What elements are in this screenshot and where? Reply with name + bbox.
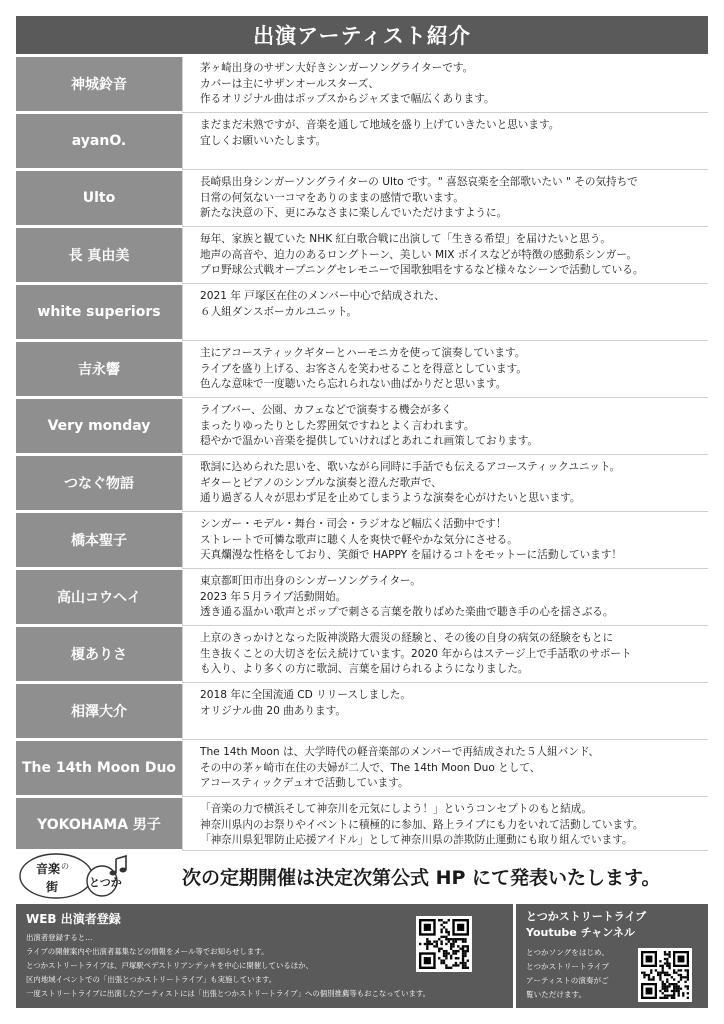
artist-name: つなぐ物語	[16, 456, 182, 512]
announcement-text: 次の定期開催は決定次第公式 HP にて発表いたします。	[182, 866, 661, 889]
artist-description	[182, 57, 708, 113]
artist-name: 橋本聖子	[16, 513, 182, 569]
artist-description-line: アコースティックデュオで活動しています。	[200, 777, 409, 790]
youtube-line: とつかストリートライブ	[526, 962, 609, 971]
artist-description-line: 日常の何気ない一コマをありのままの感情で歌います。	[200, 191, 464, 204]
web-line: とつかストリートライブは、戸塚駅ペデストリアンデッキを中心に開催しているほか、	[26, 961, 313, 970]
artist-description-line: プロ野球公式戦オープニングセレモニーで国歌独唱をするなど様々なシーンで活動している。	[200, 264, 644, 277]
youtube-channel-panel	[516, 904, 708, 1008]
svg-text:街: 街	[46, 880, 59, 894]
artist-description-line: ライブバー、公園、カフェなどで演奏する機会が多く	[200, 404, 452, 416]
artist-description-line: 天真爛漫な性格をしており、笑顔で HAPPY を届けるコトをモットーに活動しています！	[200, 549, 623, 562]
artist-row	[16, 57, 708, 114]
artist-description-line: 上京のきっかけとなった阪神淡路大震災の経験と、その後の自身の病気の経験をもとに	[200, 632, 614, 644]
artist-row	[16, 570, 708, 627]
artist-description-line: 神奈川県内のお祭りやイベントに積極的に参加、路上ライブにも力をいれて活動しています。	[200, 818, 644, 831]
artist-description-line: 生き抜くことの大切さを伝え続けています。2020 年からはステージ上で手話歌のサポート	[200, 647, 632, 660]
artist-row	[16, 171, 708, 228]
artist-row	[16, 627, 708, 684]
artist-row	[16, 456, 708, 513]
artist-description-line: シンガー・モデル・舞台・司会・ラジオなど幅広く活動中です！	[200, 518, 507, 530]
artist-description-line: 穏やかで温かい音楽を提供していければとあれこれ画策しております。	[200, 435, 539, 448]
announcement-bar	[16, 850, 708, 902]
totsuka-music-town-logo	[16, 851, 134, 901]
artist-row	[16, 741, 708, 798]
artist-description	[182, 171, 708, 227]
artist-description	[182, 513, 708, 569]
artist-description-line: 作るオリジナル曲はポップスからジャズまで幅広くあります。	[200, 93, 495, 106]
artist-description-line: ストレートで可憐な歌声に聴く人を爽快で軽やかな気分にさせる。	[200, 533, 518, 546]
artist-description-line: 毎年、家族と観ていた NHK 紅白歌合戦に出演して「生きる希望」を届けたいと思う。	[200, 233, 611, 245]
artist-name: 相澤大介	[16, 684, 182, 740]
web-line: ライブの開催案内や出演者募集などの情報をメール等でお知らせします。	[26, 947, 269, 956]
footer	[16, 904, 708, 1008]
artist-description-line: 2021 年 戸塚区在住のメンバー中心で結成された、	[200, 290, 445, 302]
artist-description-line: 地声の高音や、迫力のあるロングトーン、美しい MIX ボイスなどが特徴の感動系シンガー。	[200, 248, 638, 261]
artist-description-line: 茅ヶ崎出身のサザン大好きシンガーソングライターです。	[200, 62, 474, 74]
artist-table	[16, 57, 708, 852]
youtube-line: 覧いただけます。	[526, 990, 587, 999]
artist-description	[182, 570, 708, 626]
artist-description-line: も入り、より多くの方に歌詞、言葉を届けられるようになりました。	[200, 663, 529, 676]
artist-description-line: まだまだ未熟ですが、音楽を通して地域を盛り上げていきたいと思います。	[200, 119, 560, 131]
artist-description-line: ６人組ダンスボーカルユニット。	[200, 305, 358, 318]
artist-description	[182, 627, 708, 683]
artist-description-line: 宜しくお願いいたします。	[200, 134, 327, 147]
artist-name: ayanO.	[16, 114, 182, 170]
web-line: 出演者登録すると…	[26, 933, 93, 942]
artist-row	[16, 513, 708, 570]
artist-description	[182, 228, 708, 284]
youtube-title	[526, 909, 708, 941]
artist-description	[182, 114, 708, 170]
artist-description-line: 主にアコースティックギターとハーモニカを使って演奏しています。	[200, 347, 526, 359]
artist-description-line: 東京都町田市出身のシンガーソングライター。	[200, 575, 421, 587]
artist-description-line: ギターとピアノのシンプルな演奏と澄んだ歌声で、	[200, 476, 442, 489]
svg-text:音楽: 音楽	[36, 862, 61, 876]
artist-name: YOKOHAMA 男子	[16, 798, 182, 851]
artist-description-line: 歌詞に込められた思いを、歌いながら同時に手話でも伝えるアコースティックユニット。	[200, 461, 621, 473]
artist-name: Ulto	[16, 171, 182, 227]
svg-text:とつか: とつか	[89, 876, 122, 889]
artist-row	[16, 114, 708, 171]
svg-text:の: の	[61, 862, 69, 871]
artist-description-line: 長崎県出身シンガーソングライターの Ulto です。" 喜怒哀楽を全部歌いたい " その気持ちで	[200, 176, 638, 188]
artist-description-line: 2023 年５月ライブ活動開始。	[200, 590, 347, 603]
artist-description	[182, 399, 708, 455]
artist-row	[16, 228, 708, 285]
artist-description-line: 新たな決意の下、更にみなさまに楽しんでいただけますように。	[200, 207, 508, 220]
artist-row	[16, 342, 708, 399]
artist-row	[16, 798, 708, 852]
youtube-line: アーティストの演奏がご	[526, 976, 609, 985]
artist-name: 榎ありさ	[16, 627, 182, 683]
artist-description	[182, 342, 708, 398]
artist-description-line: 「音楽の力で横浜そして神奈川を元気にしよう！」というコンセプトのもと結成。	[200, 803, 592, 815]
artist-name: 長 真由美	[16, 228, 182, 284]
artist-row	[16, 285, 708, 342]
artist-description-line: 色んな意味で一度聴いたら忘れられない曲ばかりだと思います。	[200, 378, 507, 391]
artist-description-line: オリジナル曲 20 曲あります。	[200, 704, 346, 717]
web-registration-qr-code[interactable]	[416, 916, 472, 972]
artist-name: 高山コウヘイ	[16, 570, 182, 626]
artist-name: white superiors	[16, 285, 182, 341]
web-registration-title: WEB 出演者登録	[26, 912, 121, 926]
artist-description	[182, 798, 708, 851]
artist-description-line: まったりゆったりとした雰囲気ですねとよく言われます。	[200, 419, 475, 432]
artist-description	[182, 285, 708, 341]
artist-description-line: 2018 年に全国流通 CD リリースしました。	[200, 689, 411, 701]
artist-description	[182, 456, 708, 512]
artist-row	[16, 399, 708, 456]
artist-description-line: その中の茅ヶ崎市在住の夫婦が二人で、The 14th Moon Duo として、	[200, 761, 541, 774]
artist-description	[182, 741, 708, 797]
artist-name: Very monday	[16, 399, 182, 455]
web-registration-panel	[16, 904, 513, 1008]
artist-description-line: ライブを盛り上げる、お客さんを笑わせることを得意としています。	[200, 362, 527, 375]
artist-description-line: The 14th Moon は、大学時代の軽音楽部のメンバーで再結成された５人組バンド、	[200, 746, 600, 758]
artist-description-line: 「神奈川県犯罪防止応援アイドル」として神奈川県の詐欺防止運動にも取り組んでいます。	[200, 834, 633, 847]
youtube-line: とつかソングをはじめ、	[526, 948, 609, 957]
artist-description-line: カバーは主にサザンオールスターズ、	[200, 77, 380, 90]
youtube-qr-code[interactable]	[638, 948, 692, 1002]
artist-description-line: 透き通る温かい歌声とポップで刺さる言葉を散りばめた楽曲で聴き手の心を揺さぶる。	[200, 606, 614, 619]
artist-row	[16, 684, 708, 741]
youtube-title-line: とつかストリートライブ	[526, 910, 647, 923]
web-line: 区内地域イベントでの「出張とつかストリートライブ」も実施しています。	[26, 975, 277, 984]
artist-description-line: 通り過ぎる人々が思わず足を止めてしまうような演奏を心がけたいと思います。	[200, 492, 581, 505]
web-line: 一度ストリートライブに出演したアーティストには「出張とつかストリートライブ」への個別推薦等もおこなっています。	[26, 989, 431, 998]
artist-name: The 14th Moon Duo	[16, 741, 182, 797]
youtube-title-line: Youtube チャンネル	[526, 926, 635, 939]
artist-name: 吉永響	[16, 342, 182, 398]
artist-name: 神城鈴音	[16, 57, 182, 113]
page-title: 出演アーティスト紹介	[16, 16, 708, 54]
artist-description	[182, 684, 708, 740]
